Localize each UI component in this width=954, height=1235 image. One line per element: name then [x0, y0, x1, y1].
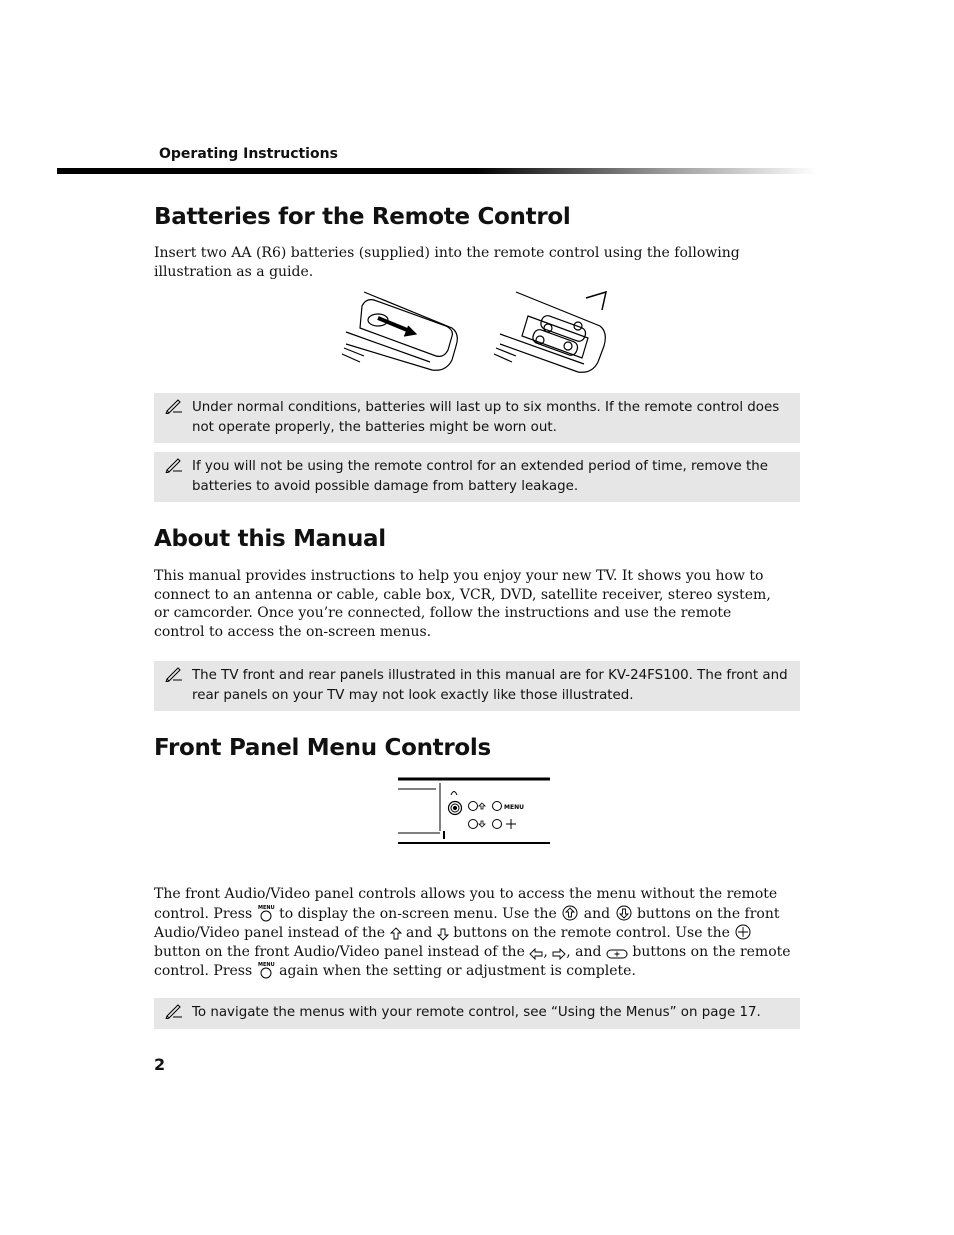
note-panels: [154, 661, 800, 711]
header-rule: [57, 168, 817, 174]
panel-menu-label: MENU: [504, 804, 524, 811]
manual-body: This manual provides instructions to help you enjoy your new TV. It shows you how to connect to an antenna or cable, cable box, VCR, DVD, satellite receiver, stereo system, or camcorder. Once you’re connected, follow the instructions and use the remote control to access the on-screen menus.: [154, 568, 771, 640]
note-text: If you will not be using the remote control for an extended period of time, remove the batteries to avoid possible damage from battery leakage.: [192, 459, 769, 494]
left-arrow-icon: [529, 948, 543, 960]
menu-button-icon: [257, 961, 275, 979]
right-arrow-icon: [552, 948, 566, 960]
enter-button-icon: [606, 948, 628, 960]
note-navigation: [154, 998, 800, 1029]
svg-text:MENU: MENU: [257, 962, 275, 969]
down-button-icon: [615, 904, 633, 922]
battery-illustration: [340, 288, 620, 380]
running-header: Operating Instructions: [159, 146, 338, 162]
plus-button-icon: [734, 923, 752, 941]
front-panel-body: The front Audio/Video panel controls allows you to access the menu without the remote control. Press MENU to display the on-screen menu. Use the and buttons on the front Audio/Video panel instead of the and buttons on the remote control. Use the button on the front Audio/Video panel instead of the , , and buttons on the remote control. Press MENU again when the setting or adjustment is complete.: [154, 886, 791, 980]
pencil-note-icon: [165, 1003, 183, 1019]
note-battery-life: [154, 393, 800, 443]
pencil-note-icon: [165, 398, 183, 414]
note-text: To navigate the menus with your remote control, see “Using the Menus” on page 17.: [192, 1005, 761, 1020]
up-arrow-icon: [390, 927, 402, 941]
heading-about-manual: About this Manual: [154, 526, 386, 552]
svg-text:MENU: MENU: [257, 904, 275, 911]
front-panel-illustration: [396, 775, 552, 847]
note-text: Under normal conditions, batteries will last up to six months. If the remote control does not operate properly, the batteries might be worn out.: [192, 400, 780, 435]
heading-front-panel: Front Panel Menu Controls: [154, 735, 491, 761]
heading-batteries: Batteries for the Remote Control: [154, 204, 571, 230]
note-battery-removal: [154, 452, 800, 502]
note-text: The TV front and rear panels illustrated in this manual are for KV-24FS100. The front and rear panels on your TV may not look exactly like those illustrated.: [192, 668, 788, 703]
batteries-body: Insert two AA (R6) batteries (supplied) into the remote control using the following illustration as a guide.: [154, 245, 740, 280]
pencil-note-icon: [165, 457, 183, 473]
up-button-icon: [561, 904, 579, 922]
page-number: 2: [154, 1055, 166, 1074]
menu-button-icon: [257, 904, 275, 922]
down-arrow-icon: [437, 927, 449, 941]
pencil-note-icon: [165, 666, 183, 682]
